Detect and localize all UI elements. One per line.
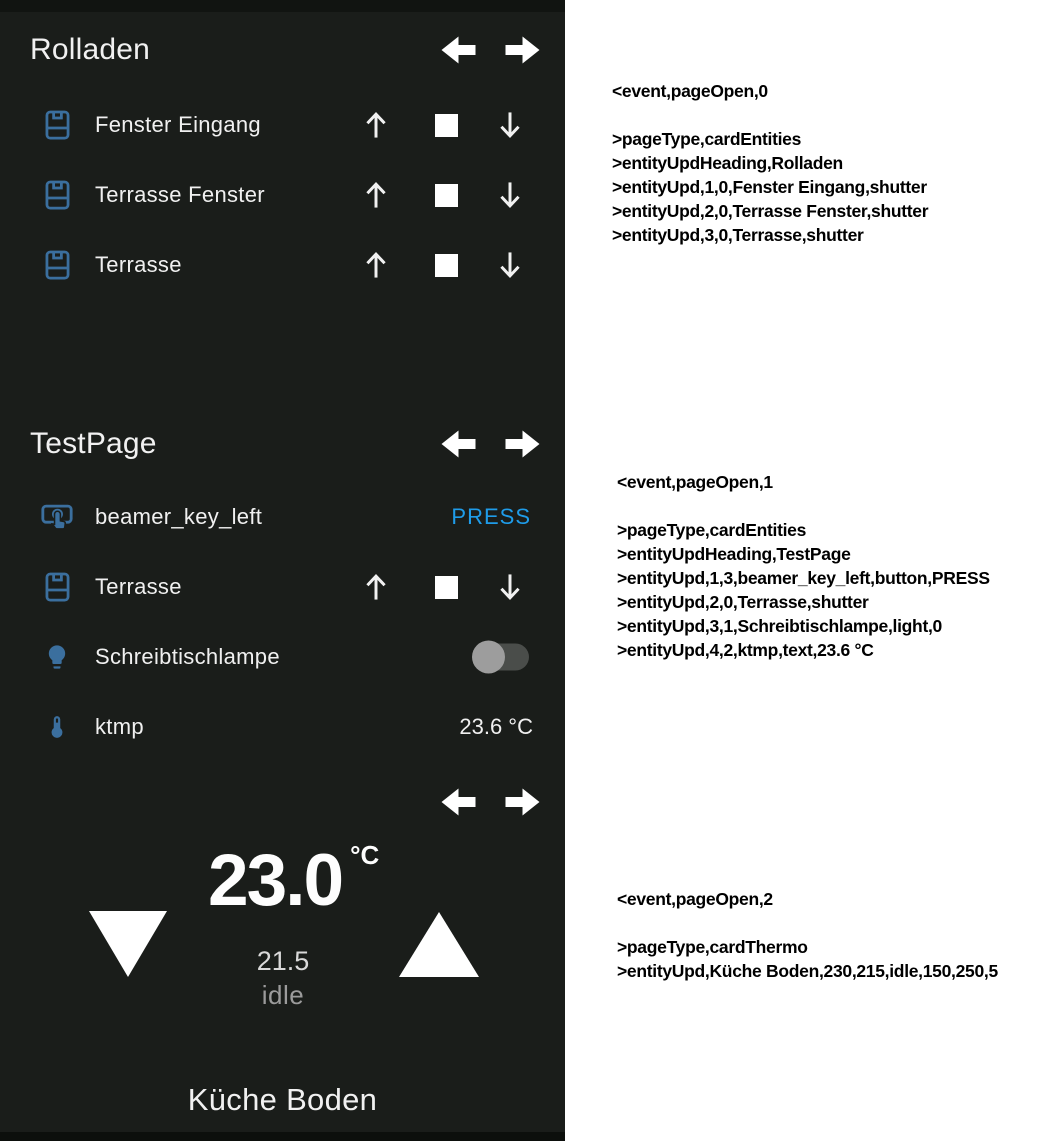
log-line: >entityUpd,2,0,Terrasse Fenster,shutter — [612, 201, 929, 221]
log-line: >entityUpd,Küche Boden,230,215,idle,150,250,5 — [617, 961, 998, 981]
log-line: <event,pageOpen,2 — [617, 889, 773, 909]
entity-row-schreibtischlampe — [0, 622, 565, 692]
shutter-up-button[interactable] — [357, 248, 395, 282]
panel-top-edge — [0, 0, 565, 12]
stop-square-icon — [435, 114, 458, 137]
entity-name: Terrasse — [95, 574, 182, 599]
card-rolladen-heading: Rolladen — [30, 33, 151, 66]
window-shutter-icon — [40, 569, 74, 605]
press-button[interactable]: PRESS — [451, 504, 531, 529]
current-temperature-value: 23.0 — [208, 840, 343, 921]
entity-name: Fenster Eingang — [95, 112, 261, 137]
stop-square-icon — [435, 184, 458, 207]
log-line: >entityUpd,3,1,Schreibtischlampe,light,0 — [617, 616, 942, 636]
gesture-tap-button-icon — [40, 499, 74, 535]
stop-square-icon — [435, 576, 458, 599]
window-shutter-icon — [40, 177, 74, 213]
thermostat-title: Küche Boden — [187, 1082, 378, 1117]
thermometer-icon — [40, 709, 74, 745]
log-line: >entityUpd,1,0,Fenster Eingang,shutter — [612, 177, 927, 197]
entity-name: beamer_key_left — [95, 504, 263, 529]
log-block-page2 — [617, 887, 998, 983]
log-line: >pageType,cardThermo — [617, 937, 808, 957]
log-line: >pageType,cardEntities — [617, 520, 807, 540]
entity-name: ktmp — [95, 714, 144, 739]
entity-row-terrasse-fenster — [0, 160, 565, 230]
log-block-page0 — [612, 79, 928, 247]
nav-next-arrow-icon[interactable] — [504, 785, 541, 819]
lightbulb-icon — [40, 639, 74, 675]
light-toggle-switch[interactable] — [475, 644, 529, 671]
toggle-knob — [472, 641, 505, 674]
entity-row-terrasse — [0, 552, 565, 622]
current-temperature — [208, 840, 380, 921]
log-line: >entityUpdHeading,Rolladen — [612, 153, 843, 173]
log-line: <event,pageOpen,1 — [617, 472, 773, 492]
entity-row-terrasse — [0, 230, 565, 300]
nav-prev-arrow-icon[interactable] — [440, 33, 477, 67]
log-line: >entityUpdHeading,TestPage — [617, 544, 851, 564]
temperature-unit: °C — [350, 840, 380, 870]
shutter-up-button[interactable] — [357, 108, 395, 142]
nav-next-arrow-icon[interactable] — [504, 427, 541, 461]
entity-name: Terrasse Fenster — [95, 182, 265, 207]
shutter-down-button[interactable] — [491, 178, 529, 212]
log-block-page1 — [617, 470, 990, 662]
log-line: >entityUpd,3,0,Terrasse,shutter — [612, 225, 864, 245]
hvac-state: idle — [261, 980, 305, 1010]
shutter-down-button[interactable] — [491, 570, 529, 604]
setpoint-value: 21.5 — [256, 946, 310, 976]
window-shutter-icon — [40, 247, 74, 283]
log-line: >entityUpd,1,3,beamer_key_left,button,PRESS — [617, 568, 990, 588]
shutter-stop-button[interactable] — [427, 248, 465, 282]
log-line: >entityUpd,4,2,ktmp,text,23.6 °C — [617, 640, 874, 660]
entity-row-fenster-eingang — [0, 90, 565, 160]
entity-row-ktmp — [0, 692, 565, 762]
log-line: >entityUpd,2,0,Terrasse,shutter — [617, 592, 869, 612]
panel-bottom-edge — [0, 1132, 565, 1141]
shutter-stop-button[interactable] — [427, 178, 465, 212]
shutter-down-button[interactable] — [491, 248, 529, 282]
shutter-up-button[interactable] — [357, 570, 395, 604]
card-testpage-heading: TestPage — [30, 427, 157, 460]
log-line: <event,pageOpen,0 — [612, 81, 768, 101]
shutter-down-button[interactable] — [491, 108, 529, 142]
stop-square-icon — [435, 254, 458, 277]
window-shutter-icon — [40, 107, 74, 143]
shutter-stop-button[interactable] — [427, 108, 465, 142]
nav-prev-arrow-icon[interactable] — [440, 785, 477, 819]
entity-name: Terrasse — [95, 252, 182, 277]
log-line: >pageType,cardEntities — [612, 129, 802, 149]
sensor-value: 23.6 °C — [459, 714, 533, 739]
nav-next-arrow-icon[interactable] — [504, 33, 541, 67]
shutter-up-button[interactable] — [357, 178, 395, 212]
entity-row-beamer-key-left — [0, 482, 565, 552]
entity-name: Schreibtischlampe — [95, 644, 280, 669]
shutter-stop-button[interactable] — [427, 570, 465, 604]
nav-prev-arrow-icon[interactable] — [440, 427, 477, 461]
